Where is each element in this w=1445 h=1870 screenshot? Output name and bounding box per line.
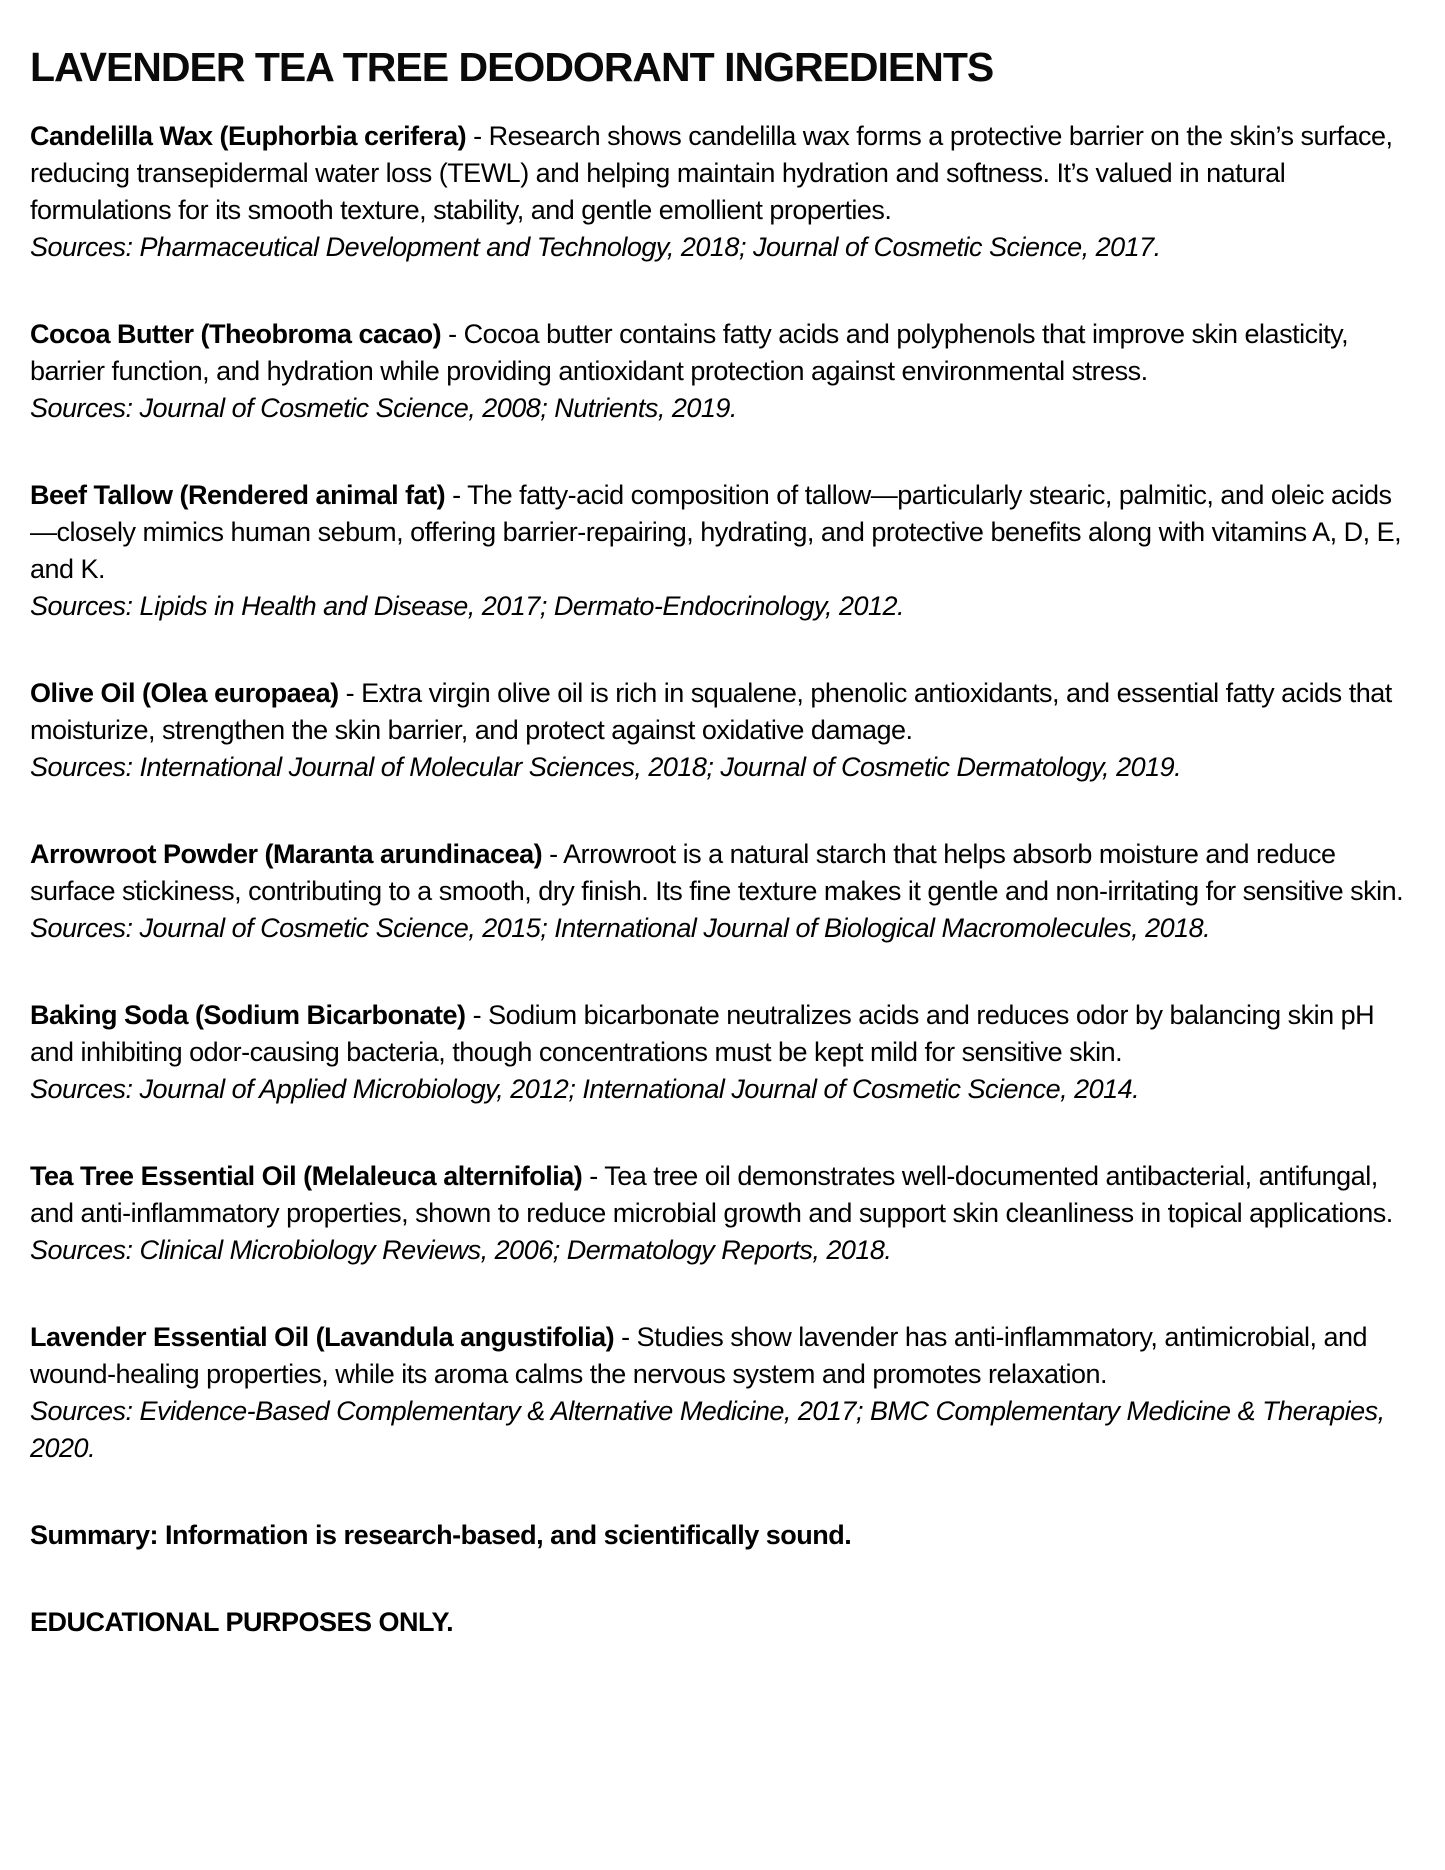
ingredient-description: - Studies show lavender has anti-inflammatory, antimicrobial, and wound-healing properties, while its aroma calms the nervous system and promotes relaxation.	[30, 1322, 1368, 1389]
disclaimer-line: EDUCATIONAL PURPOSES ONLY.	[30, 1607, 454, 1637]
ingredient-section-candelilla-wax	[30, 118, 1417, 266]
ingredient-name: Candelilla Wax (Euphorbia cerifera)	[30, 121, 467, 151]
ingredient-description: - Extra virgin olive oil is rich in squalene, phenolic antioxidants, and essential fatty acids that moisturize, strengthen the skin barrier, and protect against oxidative damage.	[30, 678, 1392, 745]
ingredient-description: - Cocoa butter contains fatty acids and polyphenols that improve skin elasticity, barrier function, and hydration while providing antioxidant protection against environmental stress.	[30, 319, 1349, 386]
ingredient-name: Olive Oil (Olea europaea)	[30, 678, 339, 708]
ingredient-name: Cocoa Butter (Theobroma cacao)	[30, 319, 442, 349]
ingredient-description: - Sodium bicarbonate neutralizes acids and reduces odor by balancing skin pH and inhibiting odor-causing bacteria, though concentrations must be kept mild for sensitive skin.	[30, 1000, 1375, 1067]
summary-line: Summary: Information is research-based, and scientifically sound.	[30, 1520, 852, 1550]
ingredient-section-tea-tree-oil	[30, 1158, 1417, 1269]
ingredient-name: Beef Tallow (Rendered animal fat)	[30, 480, 446, 510]
ingredient-description: - The fatty-acid composition of tallow—particularly stearic, palmitic, and oleic acids—closely mimics human sebum, offering barrier-repairing, hydrating, and protective benefits along with vitamins A, D, E, and K.	[30, 480, 1402, 584]
sources-line: Sources: Journal of Applied Microbiology, 2012; International Journal of Cosmetic Science, 2014.	[30, 1074, 1140, 1104]
sources-line: Sources: Journal of Cosmetic Science, 2008; Nutrients, 2019.	[30, 393, 737, 423]
sources-line: Sources: Lipids in Health and Disease, 2017; Dermato-Endocrinology, 2012.	[30, 591, 905, 621]
ingredient-section-lavender-oil	[30, 1319, 1417, 1467]
ingredient-name: Tea Tree Essential Oil (Melaleuca alternifolia)	[30, 1161, 583, 1191]
sources-line: Sources: Evidence-Based Complementary & Alternative Medicine, 2017; BMC Complementary Medicine & Therapies, 2020.	[30, 1396, 1385, 1463]
ingredient-description: - Arrowroot is a natural starch that helps absorb moisture and reduce surface stickiness, contributing to a smooth, dry finish. Its fine texture makes it gentle and non-irritating for sensitive skin.	[30, 839, 1404, 906]
ingredient-section-cocoa-butter	[30, 316, 1417, 427]
ingredient-paragraph	[30, 675, 1417, 749]
ingredient-section-arrowroot-powder	[30, 836, 1417, 947]
sources-line: Sources: Journal of Cosmetic Science, 2015; International Journal of Biological Macromolecules, 2018.	[30, 913, 1211, 943]
ingredient-description: - Tea tree oil demonstrates well-documented antibacterial, antifungal, and anti-inflammatory properties, shown to reduce microbial growth and support skin cleanliness in topical applications.	[30, 1161, 1393, 1228]
ingredient-paragraph	[30, 1158, 1417, 1232]
ingredient-section-beef-tallow	[30, 477, 1417, 625]
ingredient-paragraph	[30, 1319, 1417, 1393]
ingredient-name: Arrowroot Powder (Maranta arundinacea)	[30, 839, 543, 869]
ingredient-section-olive-oil	[30, 675, 1417, 786]
ingredient-name: Lavender Essential Oil (Lavandula angustifolia)	[30, 1322, 615, 1352]
ingredient-paragraph	[30, 836, 1417, 910]
ingredient-name: Baking Soda (Sodium Bicarbonate)	[30, 1000, 466, 1030]
sources-line: Sources: International Journal of Molecular Sciences, 2018; Journal of Cosmetic Dermatology, 2019.	[30, 752, 1182, 782]
ingredient-paragraph	[30, 477, 1417, 588]
sources-line: Sources: Clinical Microbiology Reviews, 2006; Dermatology Reports, 2018.	[30, 1235, 892, 1265]
sources-line: Sources: Pharmaceutical Development and Technology, 2018; Journal of Cosmetic Science, 2017.	[30, 232, 1161, 262]
ingredient-paragraph	[30, 316, 1417, 390]
page-title: LAVENDER TEA TREE DEODORANT INGREDIENTS	[30, 44, 994, 90]
ingredient-description: - Research shows candelilla wax forms a protective barrier on the skin’s surface, reducing transepidermal water loss (TEWL) and helping maintain hydration and softness. It’s valued in natural formulations for its smooth texture, stability, and gentle emollient properties.	[30, 121, 1393, 225]
ingredient-paragraph	[30, 997, 1417, 1071]
ingredient-paragraph	[30, 118, 1417, 229]
ingredient-section-baking-soda	[30, 997, 1417, 1108]
